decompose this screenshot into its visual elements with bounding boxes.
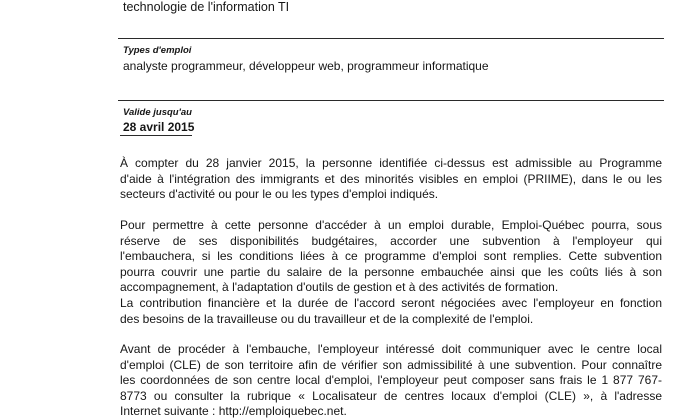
paragraph-line: pourra couvrir une partie du salaire de la personne embauchée ainsi que les coûts liés à son [120, 264, 662, 279]
paragraph-line: l'embauchera, si les conditions liées à ce programme d'emploi sont remplies. Cette subvention [120, 249, 662, 264]
section-divider [118, 38, 664, 39]
paragraph-contact [120, 342, 662, 420]
employment-types-value: analyste programmeur, développeur web, programmeur informatique [123, 59, 489, 73]
date-underline [120, 135, 192, 136]
paragraph-line: Pour permettre à cette personne d'accéder à un emploi durable, Emploi-Québec pourra, sous [120, 218, 662, 232]
valid-until-label: Valide jusqu'au [123, 107, 192, 118]
paragraph-line: Avant de procéder à l'embauche, l'employeur intéressé doit communiquer avec le centre local [120, 342, 662, 356]
section-divider [118, 100, 664, 101]
paragraph-line: 8773 ou consulter la rubrique « Localisateur de centres locaux d'emploi (CLE) », à l'adresse [120, 388, 662, 403]
paragraph-subsidy [120, 218, 662, 296]
paragraph-line: La contribution financière et la durée de l'accord seront négociées avec l'employeur en fonction [120, 296, 662, 310]
paragraph-contribution [120, 296, 662, 327]
paragraph-line: Internet suivante : http://emploiquebec.net. [120, 404, 347, 419]
paragraph-line: d'emploi (CLE) de son territoire afin de vérifier son admissibilité à une subvention. Pour connaître [120, 357, 662, 372]
paragraph-eligibility [120, 156, 662, 203]
valid-until-date: 28 avril 2015 [123, 120, 195, 134]
paragraph-line: des besoins de la travailleuse ou du travailleur et de la complexité de l'emploi. [120, 311, 534, 326]
paragraph-line: les coordonnées de son centre local d'emploi, l'employeur peut composer sans frais le 1 877 767- [120, 373, 662, 388]
paragraph-line: À compter du 28 janvier 2015, la personne identifiée ci-dessus est admissible au Programme [120, 156, 662, 170]
sector-value: technologie de l'information TI [123, 0, 290, 14]
paragraph-line: d'aide à l'intégration des immigrants et des minorités visibles en emploi (PRIIME), dans le ou les [120, 171, 662, 186]
paragraph-line: secteurs d'activité ou pour le ou les types d'emploi indiqués. [120, 187, 439, 202]
paragraph-line: accompagnement, à l'adaptation d'outils de gestion et à des activités de formation. [120, 280, 559, 295]
employment-types-label: Types d'emploi [123, 45, 192, 56]
paragraph-line: réserve de ses disponibilités budgétaires, accorder une subvention à l'employeur qui [120, 233, 662, 248]
